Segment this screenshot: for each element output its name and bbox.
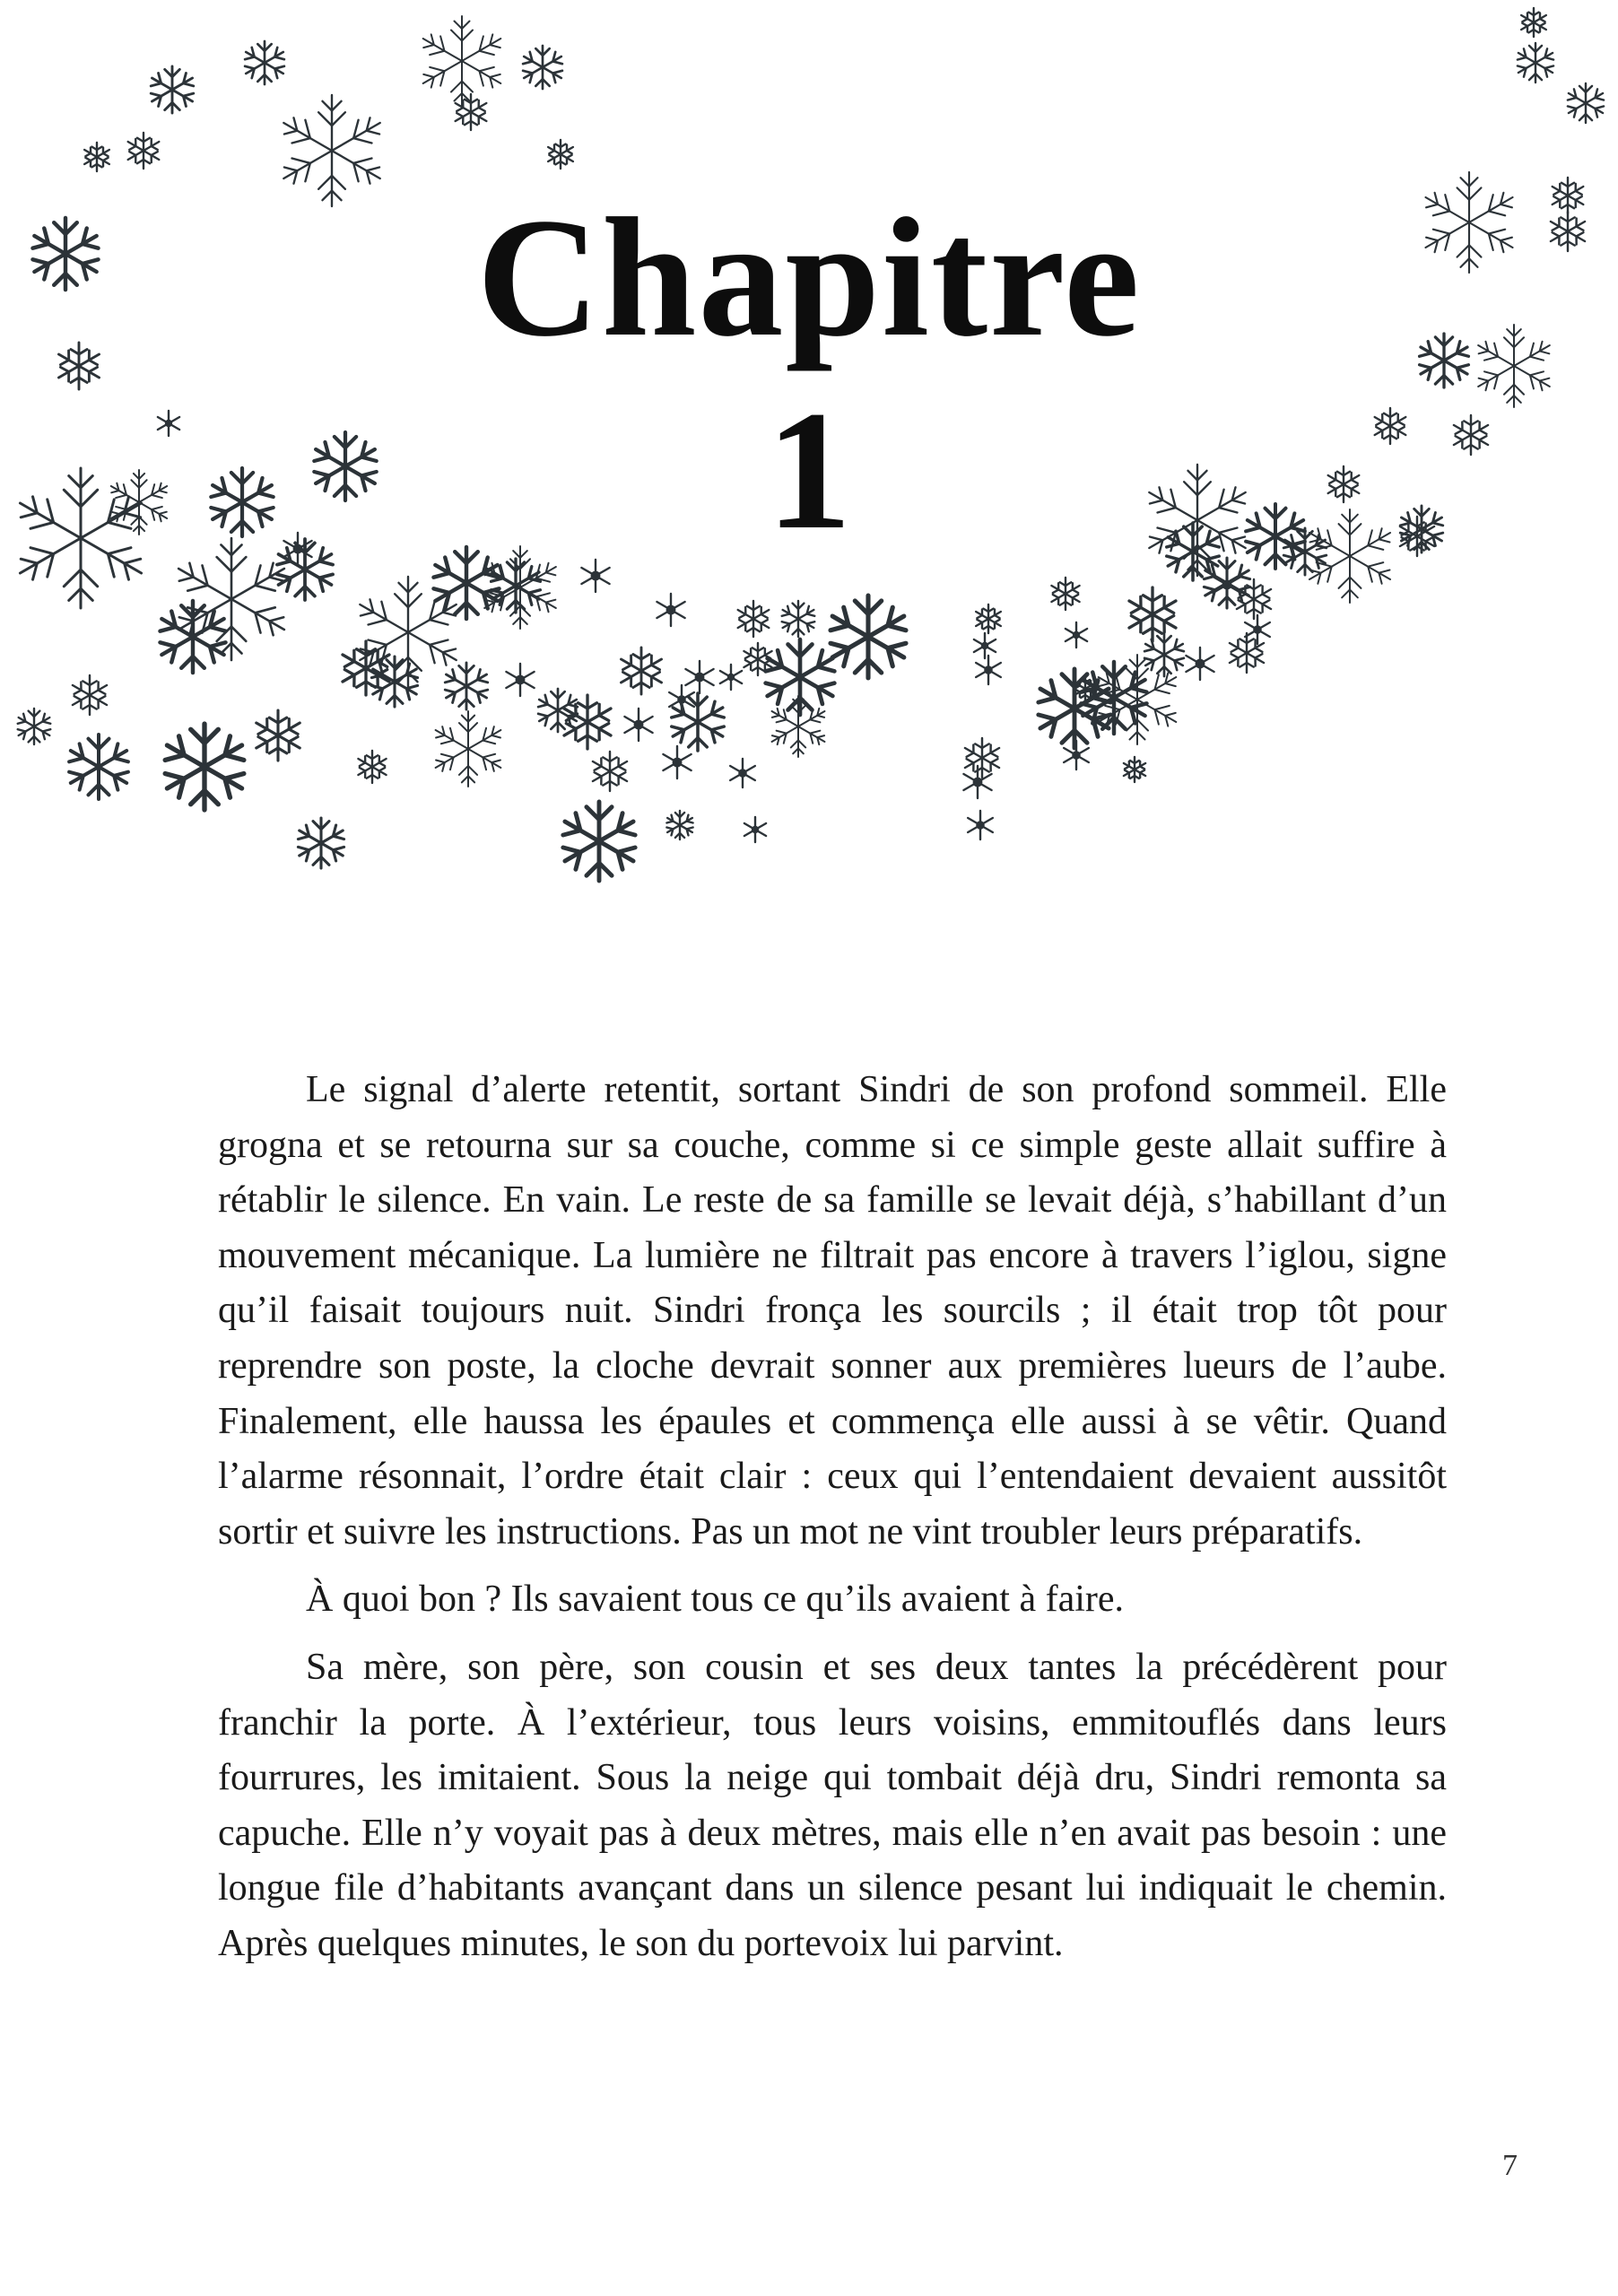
snowflake-icon: [1518, 8, 1548, 37]
text-body: [218, 1063, 1447, 1985]
snowflake-icon: [735, 601, 772, 637]
snowflake-icon: [1213, 569, 1240, 601]
snowflake-icon: [156, 601, 230, 673]
snowflake-icon: [161, 724, 248, 810]
snowflake-icon: [730, 759, 755, 787]
snowflake-icon: [1226, 633, 1267, 673]
snowflake-icon: [1064, 741, 1089, 770]
snowflake-icon: [559, 802, 639, 881]
snowflake-icon: [65, 735, 132, 799]
snowflake-icon: [242, 41, 286, 84]
snowflake-icon: [82, 143, 111, 171]
snowflake-icon: [1034, 669, 1115, 748]
snowflake-icon: [1121, 757, 1147, 782]
snowflake-icon: [545, 140, 575, 169]
snowflake-icon: [968, 811, 993, 839]
chapter-title: Chapitre: [476, 184, 1142, 372]
snowflake-icon: [974, 633, 996, 658]
snowflake-icon: [1515, 43, 1555, 83]
snowflake-icon: [69, 675, 110, 715]
snowflake-icon: [520, 46, 564, 89]
paragraph: À quoi bon ? Ils savaient tous ce qu’ils avaient à faire.: [306, 1578, 1125, 1621]
snowflake-icon: [1245, 615, 1270, 644]
snowflake-icon: [1066, 622, 1087, 648]
page-number: 7: [1502, 2149, 1518, 2182]
snowflake-icon: [1142, 633, 1186, 676]
snowflake-icon: [277, 95, 387, 206]
snowflake-icon: [418, 16, 507, 106]
snowflake-icon: [685, 661, 713, 693]
snowflake-icon: [657, 594, 684, 626]
snowflake-icon: [779, 601, 816, 637]
snowflake-icon: [295, 818, 346, 868]
snowflake-icon: [589, 752, 631, 791]
snowflake-icon: [15, 709, 52, 744]
snowflake-icon: [581, 560, 609, 592]
snowflake-icon: [961, 738, 1003, 778]
snowflake-icon: [973, 604, 1003, 633]
snowflake-icon: [665, 811, 695, 839]
snowflake-icon: [663, 746, 691, 778]
snowflake-icon: [252, 710, 304, 761]
snowflake-icon: [826, 596, 910, 678]
snowflake-icon: [1186, 648, 1214, 680]
snowflake-icon: [1125, 587, 1180, 641]
snowflake-icon: [624, 709, 652, 741]
snowflake-icon: [148, 66, 196, 113]
snowflake-icon: [1233, 579, 1274, 619]
snowflake-icon: [976, 656, 1001, 684]
snowflake-icon: [125, 133, 162, 169]
chapter-number: 1: [766, 377, 852, 565]
snowflake-icon: [431, 711, 506, 787]
paragraph: Sa mère, son père, son cousin et ses deux tantes la précédèrent pour franchir la porte. À l’extérieur, tous leurs voisins, emmitouflés dans leurs fourrures, les imitaient. Sous la neige qui tombait déjà dru, Sindri remonta sa capuche. Elle n’y voyait pas à deux mètres, mais elle n’en avait pas besoin : une longue file d’habitants avançant dans un silence pesant lui indiquait le chemin. Après quelques minutes, le son du portevoix lui parvint.: [218, 1646, 1447, 1964]
snowflake-icon: [1565, 83, 1605, 123]
snowflake-icon: [506, 664, 534, 696]
snowflake-icon: [744, 817, 766, 842]
snowflake-icon: [442, 663, 490, 709]
snowflake-icon: [720, 665, 742, 690]
snowflake-icon: [617, 648, 665, 694]
paragraph: Le signal d’alerte retentit, sortant Sindri de son profond sommeil. Elle grogna et se retourna sur sa couche, comme si ce simple geste allait suffire à rétablir le silence. En vain. Le reste de sa famille se levait déjà, s’habillant d’un mouvement mécanique. La lumière ne filtrait pas encore à travers l’iglou, signe qu’il faisait toujours nuit. Sindri fronça les sourcils ; il était trop tôt pour reprendre son poste, la cloche devrait sonner aux premières lueurs de l’aube. Finalement, elle haussa les épaules et commença elle aussi à se vêtir. Quand l’alarme résonnait, l’ordre était clair : ceux qui l’entendaient devaient aussitôt sortir et suivre les instructions. Pas un mot ne vint troubler leurs préparatifs.: [218, 1069, 1447, 1552]
snowflake-icon: [355, 751, 388, 783]
snowflake-icon: [1048, 578, 1082, 610]
snowflake-icon: [535, 689, 579, 732]
snowflake-icon: [452, 94, 490, 130]
snowflake-icon: [171, 538, 291, 660]
